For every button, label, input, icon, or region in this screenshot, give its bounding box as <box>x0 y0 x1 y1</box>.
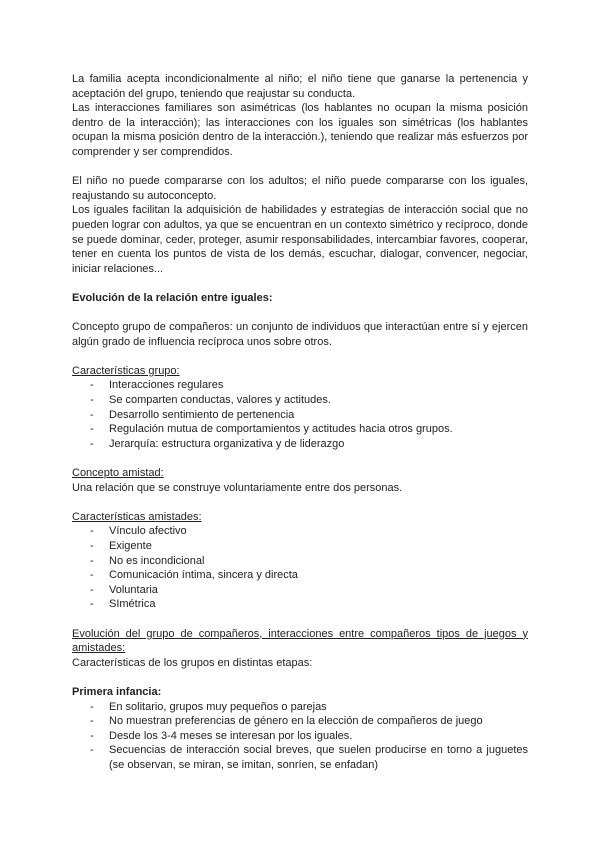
document-page <box>72 72 528 773</box>
intro-paragraph-4: Los iguales facilitan la adquisición de habilidades y estrategias de interacción social que no pueden lograr con adultos, ya que se encuentran en un contexto simétrico y recíproco, donde se puede dominar, ceder, proteger, asumir responsabilidades, intercambiar favores, cooperar, tener en cuenta los puntos de vista de los demás, escuchar, dialogar, convencer, negociar, iniciar relaciones... <box>72 204 528 275</box>
list-item: - En solitario, grupos muy pequeños o parejas <box>72 700 528 715</box>
list-item: - Interacciones regulares <box>72 378 528 393</box>
list-item: - Se comparten conductas, valores y actitudes. <box>72 393 528 408</box>
stages-subtitle: Características de los grupos en distintas etapas: <box>72 656 313 669</box>
intro-paragraph-1: La familia acepta incondicionalmente al niño; el niño tiene que ganarse la pertenencia y aceptación del grupo, teniendo que reajustar su conducta. <box>72 73 528 100</box>
friendship-features-list <box>72 524 528 612</box>
section-heading-evolution: Evolución de la relación entre iguales: <box>72 291 273 304</box>
friendship-features-title: Características amistades: <box>72 510 202 523</box>
list-item: - Voluntaria <box>72 583 528 598</box>
list-item: - Exigente <box>72 539 528 554</box>
group-concept-paragraph: Concepto grupo de compañeros: un conjunto de individuos que interactúan entre sí y ejercen algún grado de influencia recíproca unos sobre otros. <box>72 321 528 348</box>
list-item: - No muestran preferencias de género en la elección de compañeros de juego <box>72 714 528 729</box>
intro-paragraph-2: Las interacciones familiares son asimétricas (los hablantes no ocupan la misma posición dentro de la interacción); las interacciones con los iguales son simétricas (los hablantes ocupan la misma posición dentro de la interacción.), teniendo que realizar más esfuerzos por comprender y ser comprendidos. <box>72 102 528 158</box>
friendship-concept-title: Concepto amistad: <box>72 467 164 480</box>
list-item: - Regulación mutua de comportamientos y actitudes hacia otros grupos. <box>72 422 528 437</box>
list-item: - Vínculo afectivo <box>72 524 528 539</box>
list-item: - Desarrollo sentimiento de pertenencia <box>72 408 528 423</box>
list-item: - SImétrica <box>72 597 528 612</box>
stages-title: Evolución del grupo de compañeros, interacciones entre compañeros tipos de juegos y amistades: <box>72 627 528 655</box>
list-item: - Comunicación íntima, sincera y directa <box>72 568 528 583</box>
list-item: - No es incondicional <box>72 554 528 569</box>
list-item: - Jerarquía: estructura organizativa y de liderazgo <box>72 437 528 452</box>
early-childhood-heading: Primera infancia: <box>72 685 162 698</box>
early-childhood-list <box>72 700 528 773</box>
list-item: - Desde los 3-4 meses se interesan por los iguales. <box>72 729 528 744</box>
friendship-concept-text: Una relación que se construye voluntariamente entre dos personas. <box>72 481 403 494</box>
list-item: - Secuencias de interacción social breves, que suelen producirse en torno a juguetes (se observan, se miran, se imitan, sonríen, se enfadan) <box>72 743 528 772</box>
group-features-list <box>72 378 528 451</box>
intro-paragraph-3: El niño no puede compararse con los adultos; el niño puede compararse con los iguales, reajustando su autoconcepto. <box>72 175 528 202</box>
group-features-title: Características grupo: <box>72 364 180 377</box>
